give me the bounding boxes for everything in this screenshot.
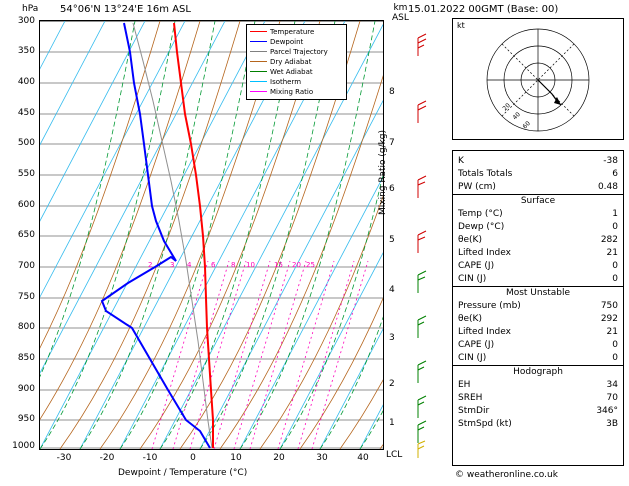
- stat-row: [453, 352, 623, 365]
- x-tick-label: 30: [316, 453, 328, 463]
- stat-key: CIN (J): [458, 274, 487, 284]
- section-header-hodograph: Hodograph: [453, 365, 623, 379]
- legend-swatch-dry-adiabat: [250, 61, 267, 62]
- stat-value: 292: [600, 314, 618, 324]
- stat-key: Temp (°C): [458, 209, 503, 219]
- x-tick-label: -30: [56, 453, 72, 463]
- mixing-ratio-label: 6: [211, 261, 216, 269]
- stat-value: 0: [612, 222, 618, 232]
- hodograph-ring-label: 20: [501, 102, 512, 113]
- y-tick-label: 850: [17, 353, 35, 363]
- y-tick-label: 550: [17, 169, 35, 179]
- stat-row: [453, 155, 623, 168]
- y-tick-label: 300: [17, 16, 35, 26]
- wind-barb-column: [404, 20, 448, 460]
- mixing-ratio-label: 10: [246, 261, 255, 269]
- legend-item: [250, 27, 343, 36]
- stat-key: StmSpd (kt): [458, 419, 512, 429]
- stat-key: PW (cm): [458, 182, 496, 192]
- y-tick-label: 800: [17, 322, 35, 332]
- km-tick-label: 8: [389, 87, 395, 97]
- km-asl-label: km ASL: [392, 3, 409, 23]
- y-tick-label: 650: [17, 230, 35, 240]
- legend-swatch-mixing-ratio: [250, 91, 267, 92]
- stat-key: CAPE (J): [458, 340, 495, 350]
- stat-key: Pressure (mb): [458, 301, 521, 311]
- stat-row: [453, 168, 623, 181]
- y-tick-label: 500: [17, 138, 35, 148]
- km-tick-label: 3: [389, 333, 395, 343]
- lcl-label: LCL: [386, 450, 403, 460]
- stat-row: [453, 392, 623, 405]
- y-tick-label: 350: [17, 46, 35, 56]
- legend-swatch-temperature: [250, 31, 267, 32]
- mixing-ratio-label: 4: [187, 261, 192, 269]
- stat-key: Dewp (°C): [458, 222, 505, 232]
- stat-key: Lifted Index: [458, 248, 511, 258]
- stat-row: [453, 273, 623, 286]
- stat-row: [453, 260, 623, 273]
- copyright-label: © weatheronline.co.uk: [455, 470, 558, 480]
- mixing-ratio-label: 20: [292, 261, 301, 269]
- mixing-ratio-label: 2: [148, 261, 153, 269]
- stat-value: 346°: [596, 406, 618, 416]
- legend-item: [250, 77, 343, 86]
- legend-item: [250, 57, 343, 66]
- stat-key: EH: [458, 380, 471, 390]
- km-tick-label: 7: [389, 138, 395, 148]
- legend-label: Dry Adiabat: [270, 57, 312, 66]
- legend-swatch-isotherm: [250, 81, 267, 82]
- y-tick-label: 700: [17, 261, 35, 271]
- stat-row: [453, 313, 623, 326]
- x-tick-label: -20: [99, 453, 115, 463]
- stat-row: [453, 405, 623, 418]
- legend-swatch-wet-adiabat: [250, 71, 267, 72]
- x-tick-label: 10: [230, 453, 242, 463]
- km-tick-label: 2: [389, 379, 395, 389]
- legend-item: [250, 87, 343, 96]
- y-tick-label: 900: [17, 384, 35, 394]
- mixing-ratio-label: 15: [274, 261, 283, 269]
- mixing-ratio-label: 25: [306, 261, 315, 269]
- stat-value: 0: [612, 274, 618, 284]
- y-tick-label: 950: [17, 414, 35, 424]
- x-tick-label: 0: [190, 453, 196, 463]
- pressure-unit-label: hPa: [22, 4, 39, 14]
- stat-row: [453, 221, 623, 234]
- legend-item: [250, 37, 343, 46]
- y-tick-label: 600: [17, 200, 35, 210]
- stat-key: Totals Totals: [458, 169, 513, 179]
- x-tick-label: 20: [273, 453, 285, 463]
- stat-value: 0: [612, 340, 618, 350]
- stat-row: [453, 247, 623, 260]
- hodograph-ring-label: 60: [521, 120, 532, 131]
- stat-row: [453, 379, 623, 392]
- hodograph-panel: [452, 18, 624, 140]
- mixing-ratio-label: 3: [170, 261, 175, 269]
- station-label: 54°06'N 13°24'E 16m ASL: [60, 4, 191, 15]
- date-label: 15.01.2022 00GMT (Base: 00): [408, 4, 559, 15]
- stat-value: 21: [606, 327, 618, 337]
- legend-label: Isotherm: [270, 77, 302, 86]
- stat-row: [453, 208, 623, 221]
- legend-swatch-parcel: [250, 51, 267, 52]
- legend-label: Parcel Trajectory: [270, 47, 328, 56]
- legend-label: Dewpoint: [270, 37, 304, 46]
- legend-label: Mixing Ratio: [270, 87, 314, 96]
- stat-value: -38: [603, 156, 618, 166]
- stat-value: 3B: [606, 419, 618, 429]
- x-axis-title: Dewpoint / Temperature (°C): [118, 468, 248, 478]
- stat-key: SREH: [458, 393, 483, 403]
- stat-value: 0: [612, 261, 618, 271]
- legend-swatch-dewpoint: [250, 41, 267, 42]
- stat-key: CAPE (J): [458, 261, 495, 271]
- stat-row: [453, 418, 623, 431]
- legend-label: Temperature: [270, 27, 315, 36]
- x-tick-label: -10: [142, 453, 158, 463]
- y-tick-label: 1000: [12, 441, 35, 451]
- stat-value: 34: [606, 380, 618, 390]
- stat-key: K: [458, 156, 464, 166]
- hodograph-svg: [453, 19, 623, 139]
- x-tick-label: 40: [357, 453, 369, 463]
- mixing-ratio-label: 8: [231, 261, 236, 269]
- stat-value: 0.48: [597, 182, 618, 192]
- stat-value: 0: [612, 353, 618, 363]
- legend-label: Wet Adiabat: [270, 67, 313, 76]
- skewt-diagram: [39, 20, 384, 450]
- stat-value: 6: [612, 169, 618, 179]
- stat-value: 282: [600, 235, 618, 245]
- legend-item: [250, 67, 343, 76]
- y-tick-label: 400: [17, 77, 35, 87]
- sounding-stats-panel: [452, 150, 624, 466]
- stat-value: 70: [606, 393, 618, 403]
- y-tick-label: 450: [17, 108, 35, 118]
- stat-row: [453, 234, 623, 247]
- km-tick-label: 1: [389, 418, 395, 428]
- stat-row: [453, 181, 623, 194]
- mixing-ratio-axis-title: Mixing Ratio (g/kg): [378, 129, 388, 215]
- stat-value: 750: [600, 301, 618, 311]
- km-tick-label: 6: [389, 184, 395, 194]
- stat-row: [453, 300, 623, 313]
- hodograph-unit-label: kt: [457, 21, 465, 30]
- legend-item: [250, 47, 343, 56]
- stat-row: [453, 326, 623, 339]
- section-header-surface: Surface: [453, 194, 623, 208]
- stat-key: Lifted Index: [458, 327, 511, 337]
- hodograph-ring-label: 40: [511, 111, 522, 122]
- stat-row: [453, 339, 623, 352]
- stat-value: 21: [606, 248, 618, 258]
- y-tick-label: 750: [17, 292, 35, 302]
- stat-key: StmDir: [458, 406, 490, 416]
- stat-key: θe(K): [458, 314, 482, 324]
- section-header-most-unstable: Most Unstable: [453, 286, 623, 300]
- km-tick-label: 4: [389, 285, 395, 295]
- stat-key: CIN (J): [458, 353, 487, 363]
- km-tick-label: 5: [389, 235, 395, 245]
- stat-value: 1: [612, 209, 618, 219]
- stat-key: θe(K): [458, 235, 482, 245]
- legend: [246, 24, 347, 100]
